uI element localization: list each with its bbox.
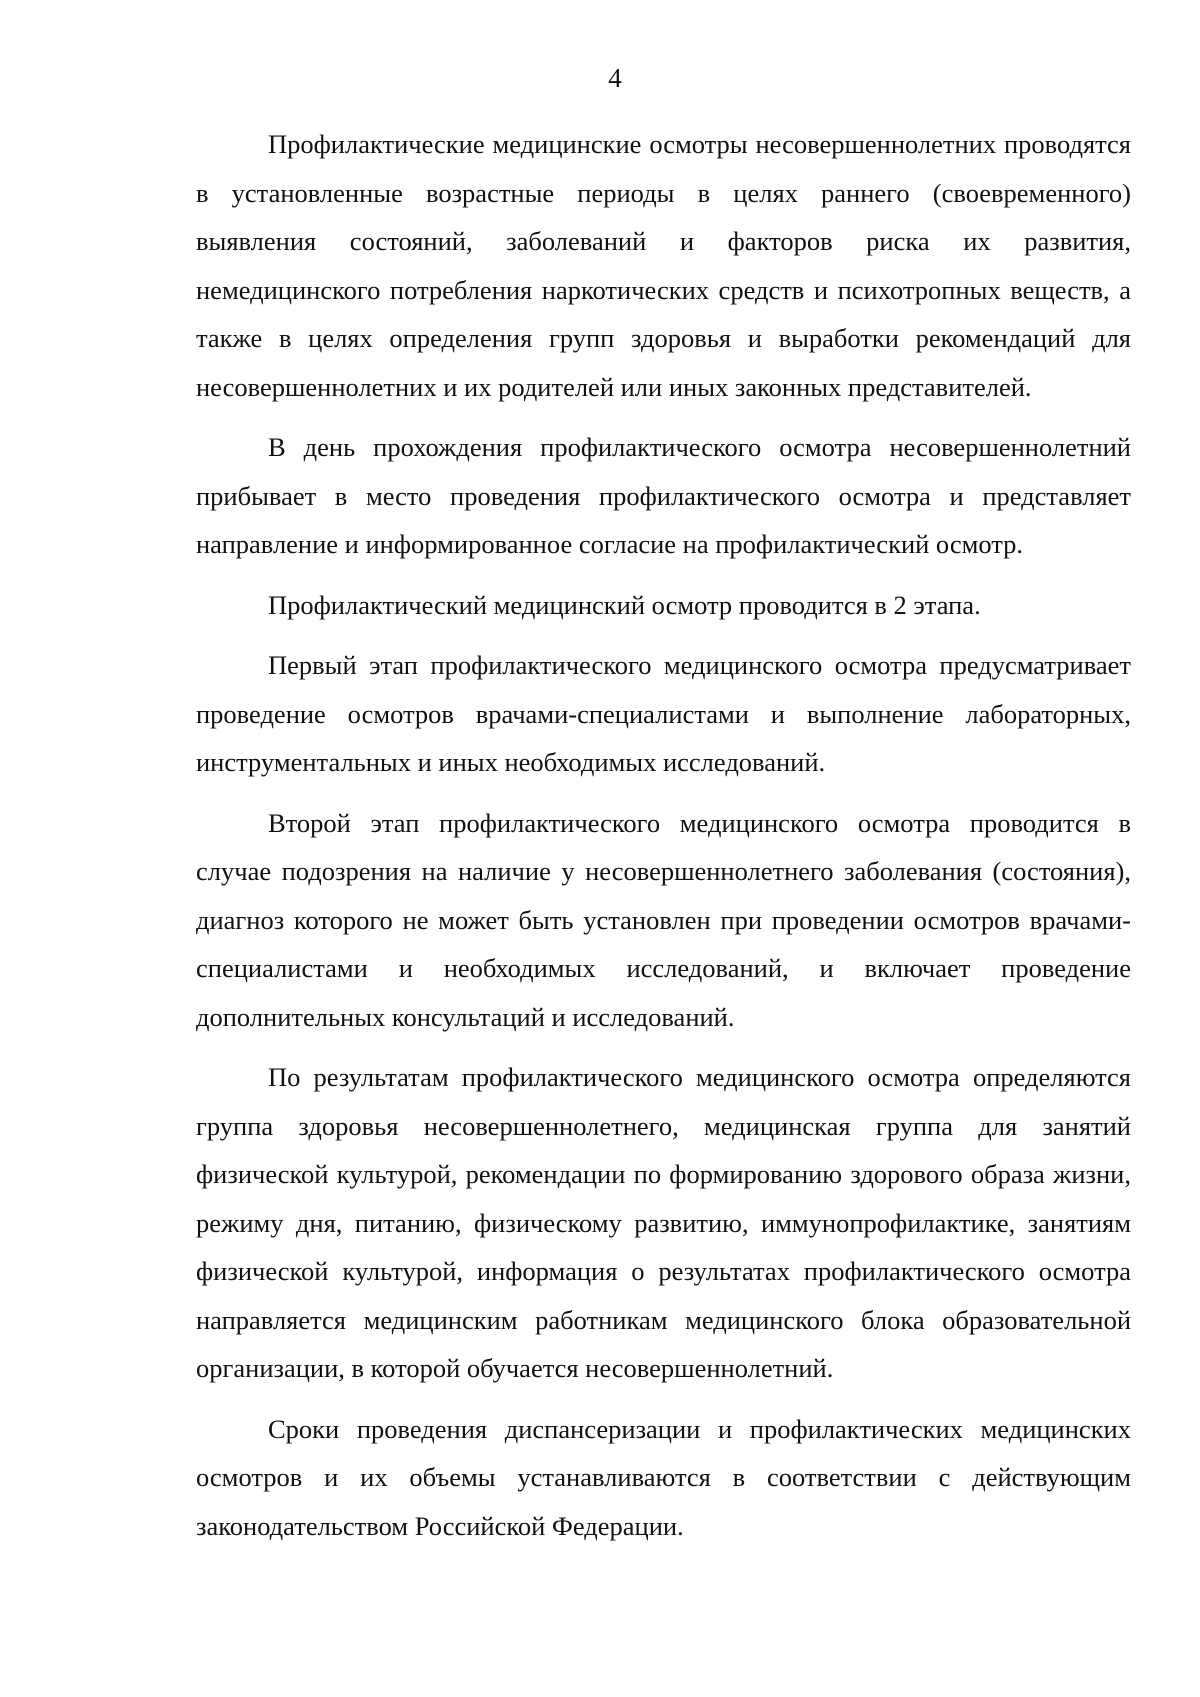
paragraph-first-stage: Первый этап профилактического медицинского осмотра предусматривает проведение осмотров врачами-специалистами и выполнение лабораторных, инструментальных и иных необходимых исследований. [196,650,1131,777]
paragraph-two-stages: Профилактический медицинский осмотр проводится в 2 этапа. [268,589,981,620]
paragraph-exam-results: По результатам профилактического медицинского осмотра определяются группа здоровья несовершеннолетнего, медицинская группа для занятий физической культурой, рекомендации по формированию здорового образа жизни, режиму дня, питанию, физическому развитию, иммунопрофилактике, занятиям физической культурой, информация о результатах профилактического осмотра направляется медицинским работникам медицинского блока образовательной организации, в которой обучается несовершеннолетний. [196,1062,1131,1383]
paragraph-preventive-exams-purpose: Профилактические медицинские осмотры несовершеннолетних проводятся в установленные возрастные периоды в целях раннего (своевременного) выявления состояний, заболеваний и факторов риска их развития, немедицинского потребления наркотических средств и психотропных веществ, а также в целях определения групп здоровья и выработки рекомендаций для несовершеннолетних и их родителей или иных законных представителей. [196,129,1131,402]
document-body [196,120,1131,1562]
paragraph-second-stage: Второй этап профилактического медицинского осмотра проводится в случае подозрения на наличие у несовершеннолетнего заболевания (состояния), диагноз которого не может быть установлен при проведении осмотров врачами-специалистами и необходимых исследований, и включает проведение дополнительных консультаций и исследований. [196,807,1131,1032]
paragraph-exam-day: В день прохождения профилактического осмотра несовершеннолетний прибывает в место проведения профилактического осмотра и представляет направление и информированное согласие на профилактический осмотр. [196,432,1131,559]
page-number: 4 [608,63,622,93]
paragraph-terms-and-scope: Сроки проведения диспансеризации и профилактических медицинских осмотров и их объемы устанавливаются в соответствии с действующим законодательством Российской Федерации. [196,1413,1131,1541]
